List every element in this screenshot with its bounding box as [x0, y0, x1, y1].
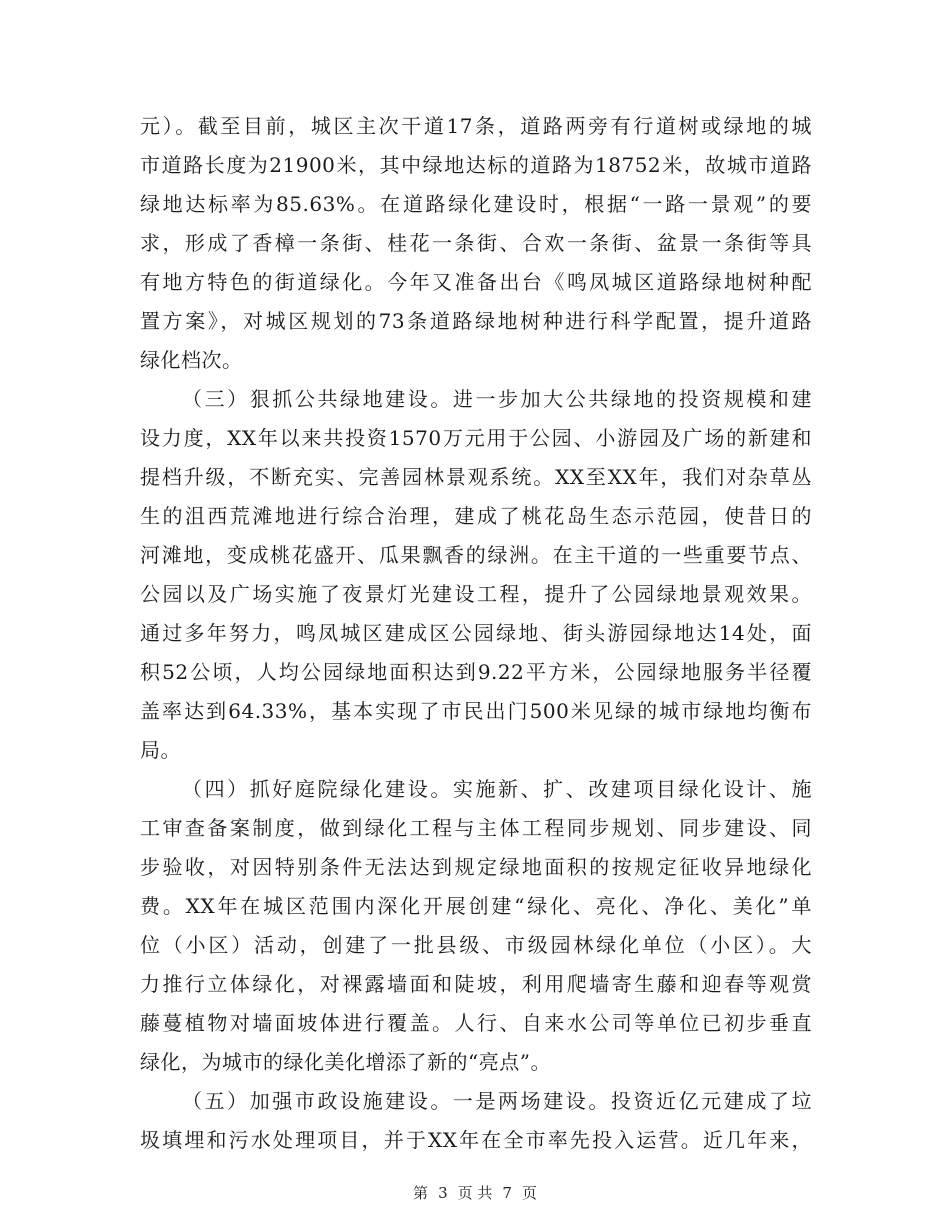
text-line: 绿地达标率为85.63%。在道路绿化建设时，根据“一路一景观”的要 — [140, 192, 812, 216]
text-line: 工审查备案制度，做到绿化工程与主体工程同步规划、同步建设、同 — [140, 816, 812, 840]
text-line: 通过多年努力，鸣凤城区建成区公园绿地、街头游园绿地达14处，面 — [140, 621, 812, 645]
text-line: 置方案》，对城区规划的73条道路绿地树种进行科学配置，提升道路 — [140, 309, 812, 333]
text-line: 位（小区）活动，创建了一批县级、市级园林绿化单位（小区）。大 — [140, 933, 812, 957]
text-line: 步验收，对因特别条件无法达到规定绿地面积的按规定征收异地绿化 — [140, 855, 812, 879]
footer-prefix: 第 — [413, 1184, 429, 1202]
page-footer — [0, 1183, 950, 1203]
text-line: 有地方特色的街道绿化。今年又准备出台《鸣凤城区道路绿地树种配 — [140, 270, 812, 294]
footer-total-pages: 7 — [502, 1184, 512, 1202]
text-line: 局。 — [140, 738, 181, 762]
text-line: 绿化档次。 — [140, 348, 243, 372]
text-line: 积52公顷，人均公园绿地面积达到9.22平方米，公园绿地服务半径覆 — [140, 660, 812, 684]
text-line: 盖率达到64.33%，基本实现了市民出门500米见绿的城市绿地均衡布 — [140, 699, 812, 723]
text-line: 河滩地，变成桃花盛开、瓜果飘香的绿洲。在主干道的一些重要节点、 — [140, 543, 812, 567]
text-line: 设力度，XX年以来共投资1570万元用于公园、小游园及广场的新建和 — [140, 426, 812, 450]
footer-suffix: 页 — [521, 1184, 537, 1202]
document-body — [140, 107, 812, 1160]
text-line: 求，形成了香樟一条街、桂花一条街、合欢一条街、盆景一条街等具 — [140, 231, 812, 255]
text-line: 费。XX年在城区范围内深化开展创建“绿化、亮化、净化、美化”单 — [140, 894, 812, 918]
text-line: （四）抓好庭院绿化建设。实施新、扩、改建项目绿化设计、施 — [182, 777, 812, 801]
text-line: 力推行立体绿化，对裸露墙面和陡坡，利用爬墙寄生藤和迎春等观赏 — [140, 972, 812, 996]
text-line: （三）狠抓公共绿地建设。进一步加大公共绿地的投资规模和建 — [182, 387, 812, 411]
text-line: 元）。截至目前，城区主次干道17条，道路两旁有行道树或绿地的城 — [140, 114, 812, 138]
text-line: 市道路长度为21900米，其中绿地达标的道路为18752米，故城市道路 — [140, 153, 812, 177]
text-line: 公园以及广场实施了夜景灯光建设工程，提升了公园绿地景观效果。 — [140, 582, 812, 606]
text-line: 提档升级，不断充实、完善园林景观系统。XX至XX年，我们对杂草丛 — [140, 465, 812, 489]
text-line: 生的沮西荒滩地进行综合治理，建成了桃花岛生态示范园，使昔日的 — [140, 504, 812, 528]
text-line: 藤蔓植物对墙面坡体进行覆盖。人行、自来水公司等单位已初步垂直 — [140, 1011, 812, 1035]
text-line: 圾填埋和污水处理项目，并于XX年在全市率先投入运营。近几年来， — [140, 1128, 812, 1152]
footer-page-number: 3 — [438, 1184, 448, 1202]
text-line: （五）加强市政设施建设。一是两场建设。投资近亿元建成了垃 — [182, 1089, 812, 1113]
footer-middle: 页 共 — [457, 1184, 493, 1202]
text-line: 绿化，为城市的绿化美化增添了新的“亮点”。 — [140, 1050, 551, 1074]
